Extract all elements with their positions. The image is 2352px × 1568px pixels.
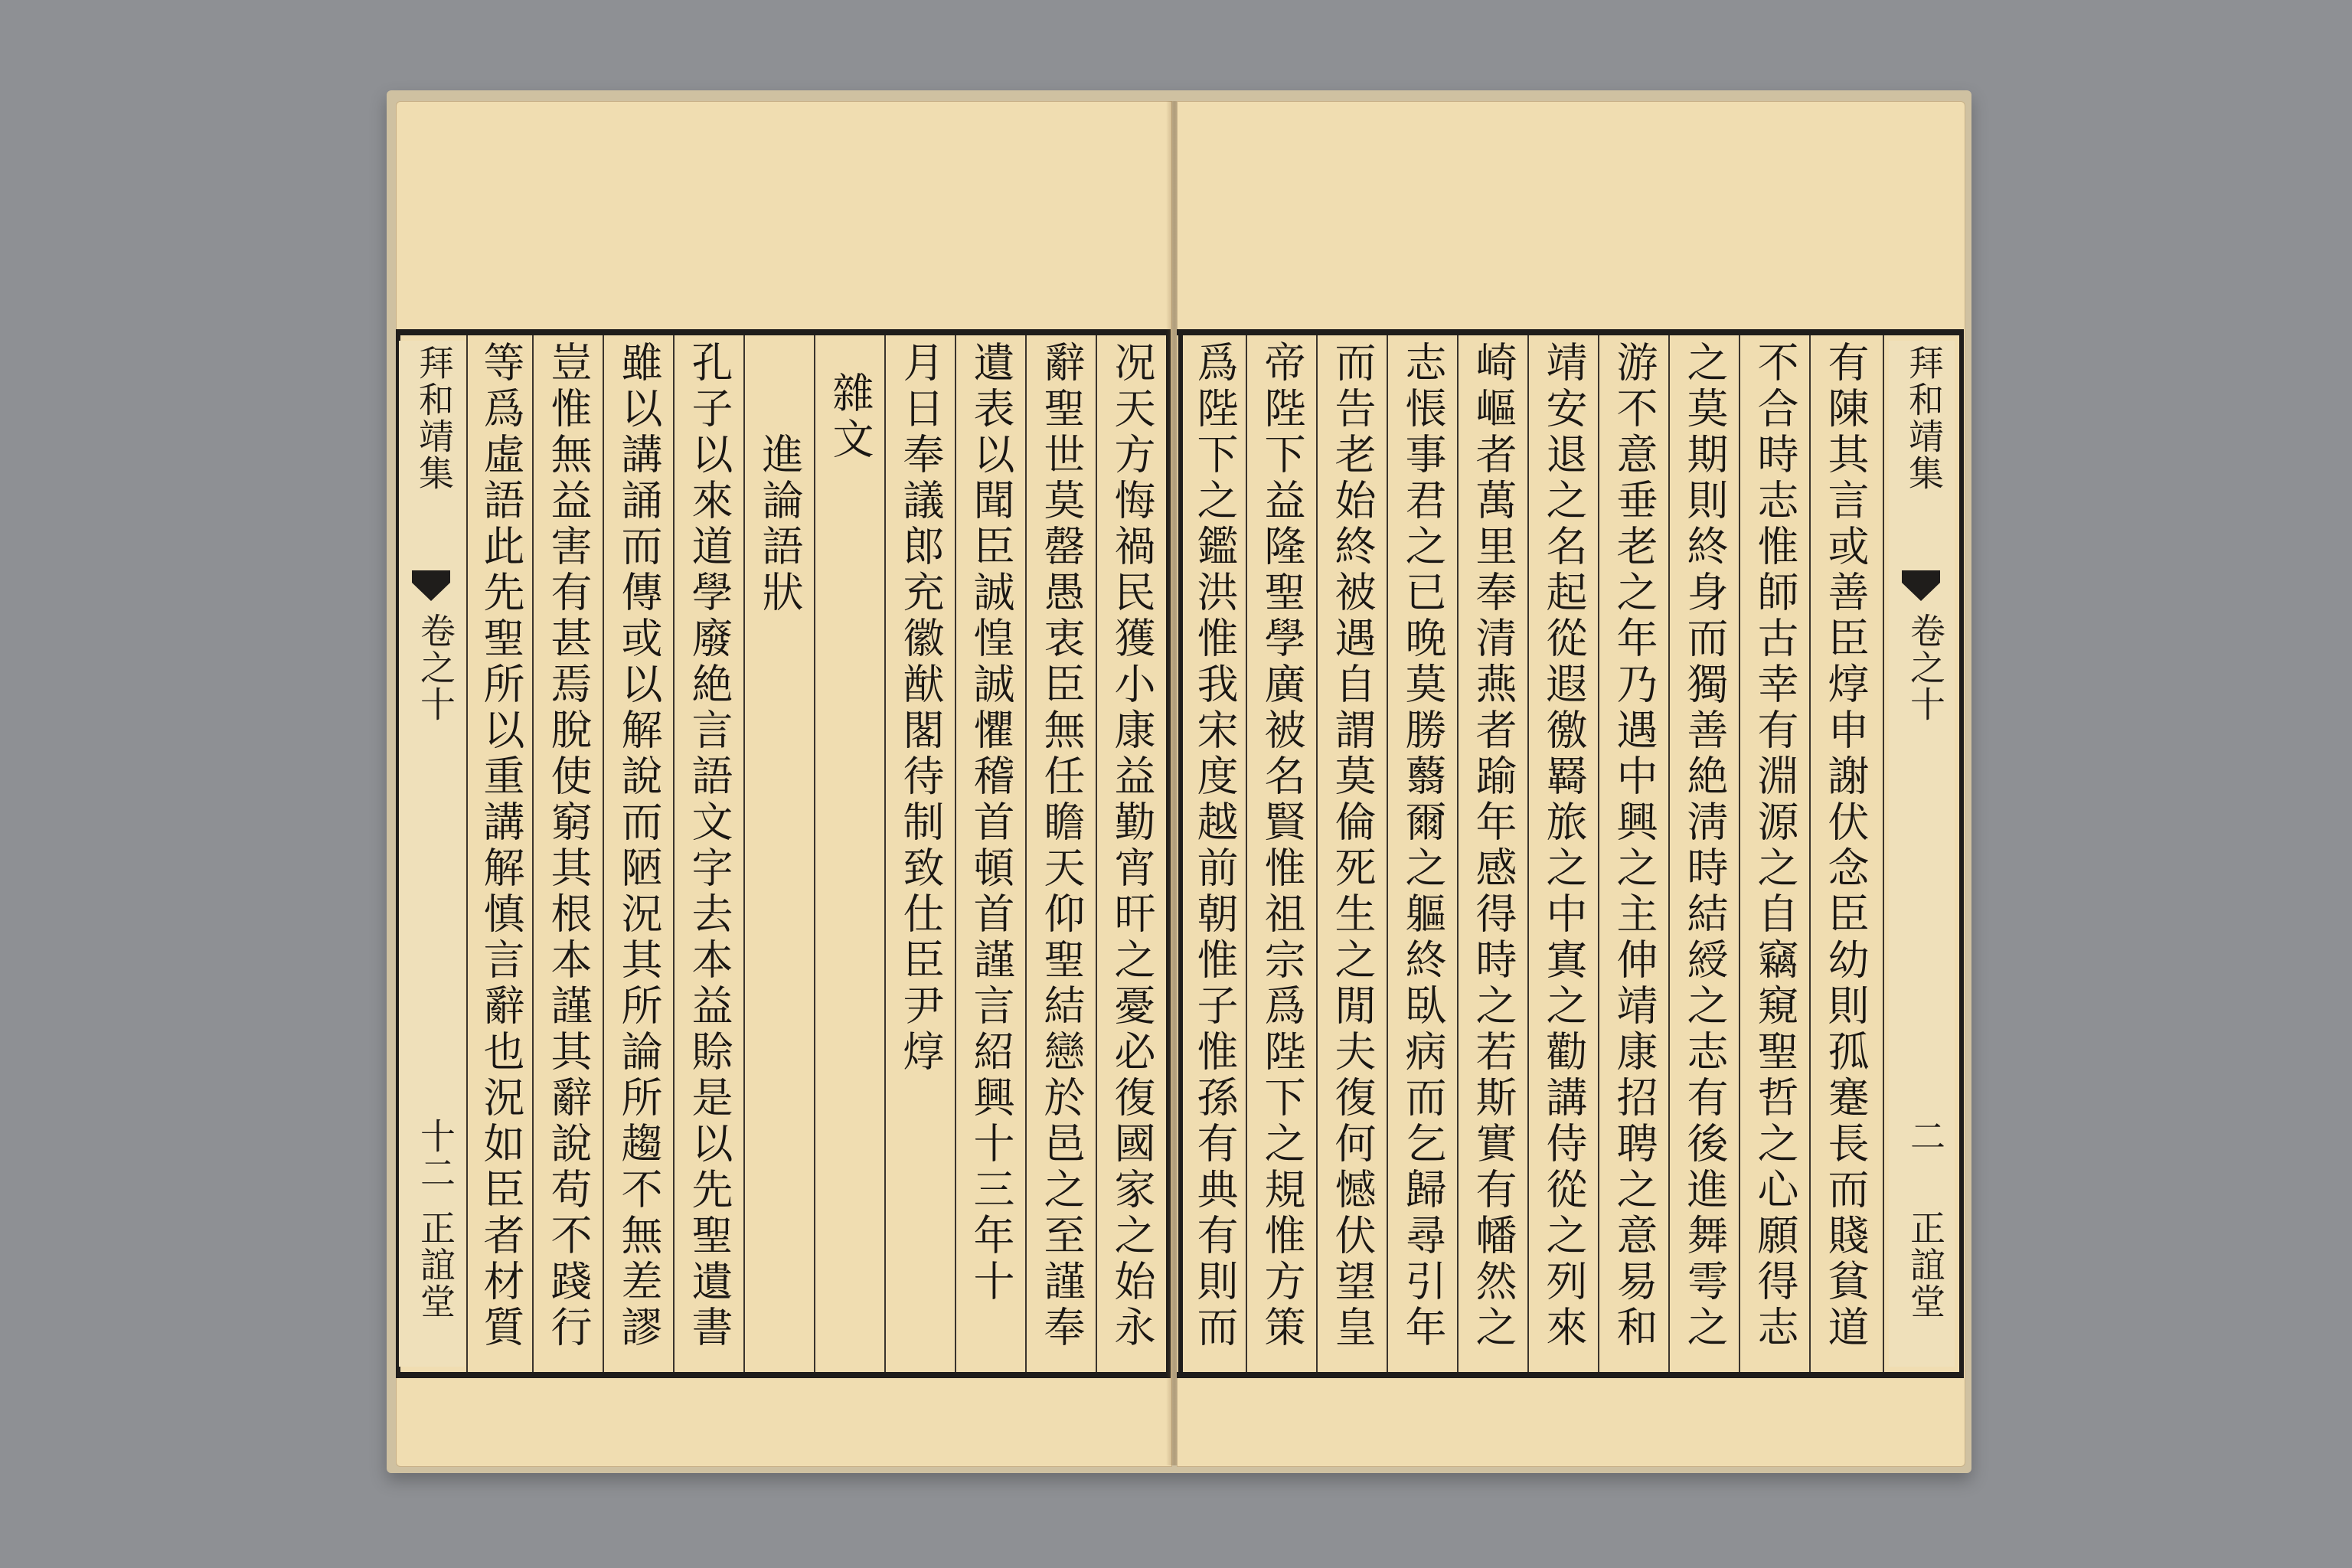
left-text-column-8: 雖以講誦而傳或以解說而陋況其所論所趨不無差謬 [615,341,663,1351]
right-text-column-6: 崎嶇者萬里奉清燕者踰年感得時之若斯實有幡然之 [1469,341,1517,1351]
left-text-column-4: 月日奉議郎充徽猷閣待制致仕臣尹焞 [897,341,945,1076]
right-bank-folio: 二 [1905,1118,1946,1155]
column-rule [673,335,675,1372]
left-bank-hall: 正誼堂 [415,1210,456,1320]
document-title: 進論語狀 [756,433,804,616]
left-text-column-1: 况天方悔禍民獲小康益勤宵旰之憂必復國家之始永 [1108,341,1156,1351]
right-text-column-2: 不合時志惟師古幸有淵源之自竊窺聖哲之心願得志 [1751,341,1799,1351]
left-text-column-3: 遺表以聞臣誠惶誠懼稽首頓首謹言紹興十三年十 [967,341,1015,1305]
column-rule [1316,335,1318,1372]
column-rule [1096,335,1097,1372]
right-text-column-7: 志悵事君之已晚莫勝蘙爾之軀終臥病而乞歸尋引年 [1399,341,1447,1351]
column-rule [955,335,956,1372]
left-bank-volume: 卷之十 [415,612,456,723]
column-rule [1883,335,1884,1372]
right-text-column-9: 帝陛下益隆聖學廣被名賢惟祖宗爲陛下之規惟方策 [1258,341,1306,1351]
right-text-column-10: 爲陛下之鑑洪惟我宋度越前朝惟子惟孫有典有則而 [1191,341,1239,1351]
column-rule [1809,335,1811,1372]
section-heading: 雜文 [826,371,874,463]
column-rule [1457,335,1459,1372]
right-bank-title: 拜和靖集 [1903,345,1945,492]
column-rule [884,335,886,1372]
right-bank-hall: 正誼堂 [1905,1210,1946,1320]
right-text-column-5: 靖安退之名起從遐徼羇旅之中寘之勸講侍從之列來 [1540,341,1588,1351]
column-rule [1025,335,1027,1372]
right-text-column-1: 有陳其言或善臣焞申謝伏念臣幼則孤蹇長而賤貧道 [1821,341,1870,1351]
right-bank-volume: 卷之十 [1905,612,1946,723]
column-rule [1527,335,1529,1372]
right-frame-edge-inner [1178,329,1183,1378]
column-rule [743,335,745,1372]
column-rule [814,335,815,1372]
left-text-column-2: 辭聖世莫罄愚衷臣無任瞻天仰聖結戀於邑之至謹奉 [1037,341,1086,1351]
column-rule [1739,335,1740,1372]
right-frame-edge [1959,329,1964,1378]
right-text-column-3: 之莫期則終身而獨善絶淸時結綬之志有後進舞雩之 [1681,341,1729,1351]
column-rule [1598,335,1599,1372]
right-text-column-4: 游不意垂老之年乃遇中興之主伸靖康招聘之意易和 [1610,341,1658,1351]
column-rule [532,335,534,1372]
left-text-column-9: 豈惟無益害有甚焉脫使窮其根本謹其辭說苟不踐行 [544,341,593,1351]
left-bank-folio: 十二 [415,1118,456,1191]
column-rule [466,335,468,1372]
left-text-column-7: 孔子以來道學廢絶言語文字去本益賒是以先聖遺書 [685,341,733,1351]
column-rule [1246,335,1247,1372]
column-rule [1668,335,1670,1372]
right-text-column-8: 而告老始終被遇自謂莫倫死生之閒夫復何憾伏望皇 [1328,341,1377,1351]
left-bank-title: 拜和靖集 [413,345,455,492]
column-rule [1387,335,1388,1372]
left-text-column-10: 等爲虛語此先聖所以重講解慎言辭也況如臣者材質 [477,341,525,1351]
column-rule [603,335,604,1372]
